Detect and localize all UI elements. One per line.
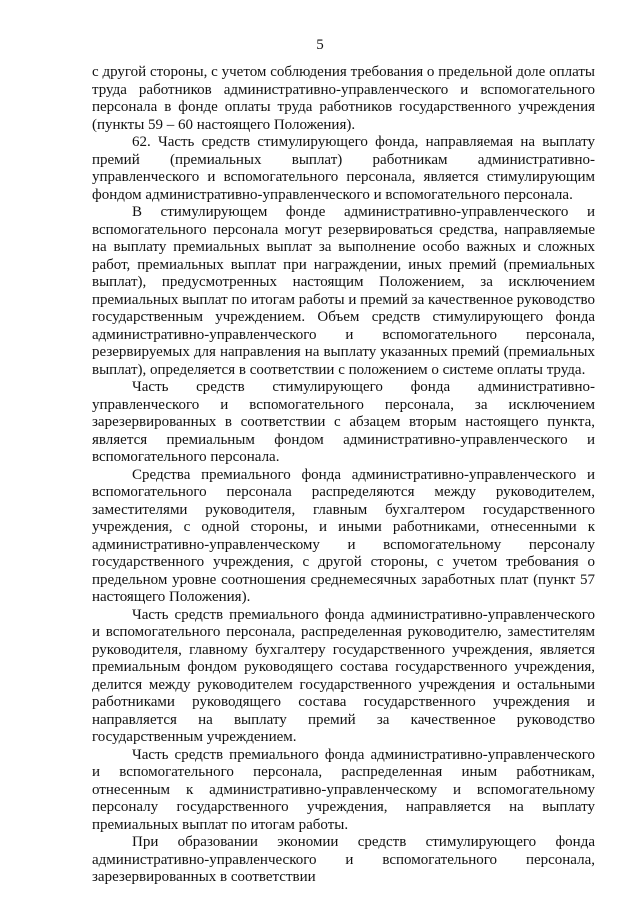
paragraph: с другой стороны, с учетом соблюдения требования о предельной доле оплаты труда работников административно-управленческого и вспомогательного персонала в фонде оплаты труда работников государственного учреждения (пункты 59 – 60 настоящего Положения). bbox=[92, 64, 595, 133]
paragraph: Часть средств премиального фонда административно-управленческого и вспомогательного персонала, распределенная руководителю, заместителям руководителя, главному бухгалтеру государственного учреждения, является премиальным фондом руководящего состава государственного учреждения, делится между руководителем государственного учреждения и остальными работниками руководящего состава государственного учреждения и направляется на выплату премий за качественное руководство государственным учреждением. bbox=[92, 606, 595, 745]
page-number: 5 bbox=[316, 37, 324, 53]
document-body bbox=[92, 64, 595, 887]
paragraph: Часть средств стимулирующего фонда административно-управленческого и вспомогательного персонала, за исключением зарезервированных в соответствии с абзацем вторым настоящего пункта, является премиальным фондом административно-управленческого и вспомогательного персонала. bbox=[92, 379, 595, 465]
paragraph: В стимулирующем фонде административно-управленческого и вспомогательного персонала могут резервироваться средства, направляемые на выплату премиальных выплат за выполнение особо важных и сложных работ, премиальных выплат при награждении, иных премий (премиальных выплат), предусмотренных настоящим Положением, за исключением премиальных выплат по итогам работы и премий за качественное руководство государственным учреждением. Объем средств стимулирующего фонда административно-управленческого и вспомогательного персонала, резервируемых для направления на выплату указанных премий (премиальных выплат), определяется в соответствии с положением о системе оплаты труда. bbox=[92, 204, 595, 378]
paragraph: Часть средств премиального фонда административно-управленческого и вспомогательного персонала, распределенная иным работникам, отнесенным к административно-управленческому и вспомогательному персоналу государственного учреждения, направляется на выплату премиальных выплат по итогам работы. bbox=[92, 746, 595, 833]
paragraph: При образовании экономии средств стимулирующего фонда административно-управленческого и вспомогательного персонала, зарезервированных в соответствии bbox=[92, 834, 595, 885]
paragraph: 62. Часть средств стимулирующего фонда, направляемая на выплату премий (премиальных выплат) работникам административно-управленческого и вспомогательного персонала, является стимулирующим фондом административно-управленческого и вспомогательного персонала. bbox=[92, 134, 595, 203]
paragraph: Средства премиального фонда административно-управленческого и вспомогательного персонала распределяются между руководителем, заместителями руководителя, главным бухгалтером государственного учреждения, с одной стороны, и иными работниками, отнесенными к административно-управленческому и вспомогательному персоналу государственного учреждения, с другой стороны, с учетом требования о предельном уровне соотношения среднемесячных заработных плат (пункт 57 настоящего Положения). bbox=[92, 466, 595, 605]
